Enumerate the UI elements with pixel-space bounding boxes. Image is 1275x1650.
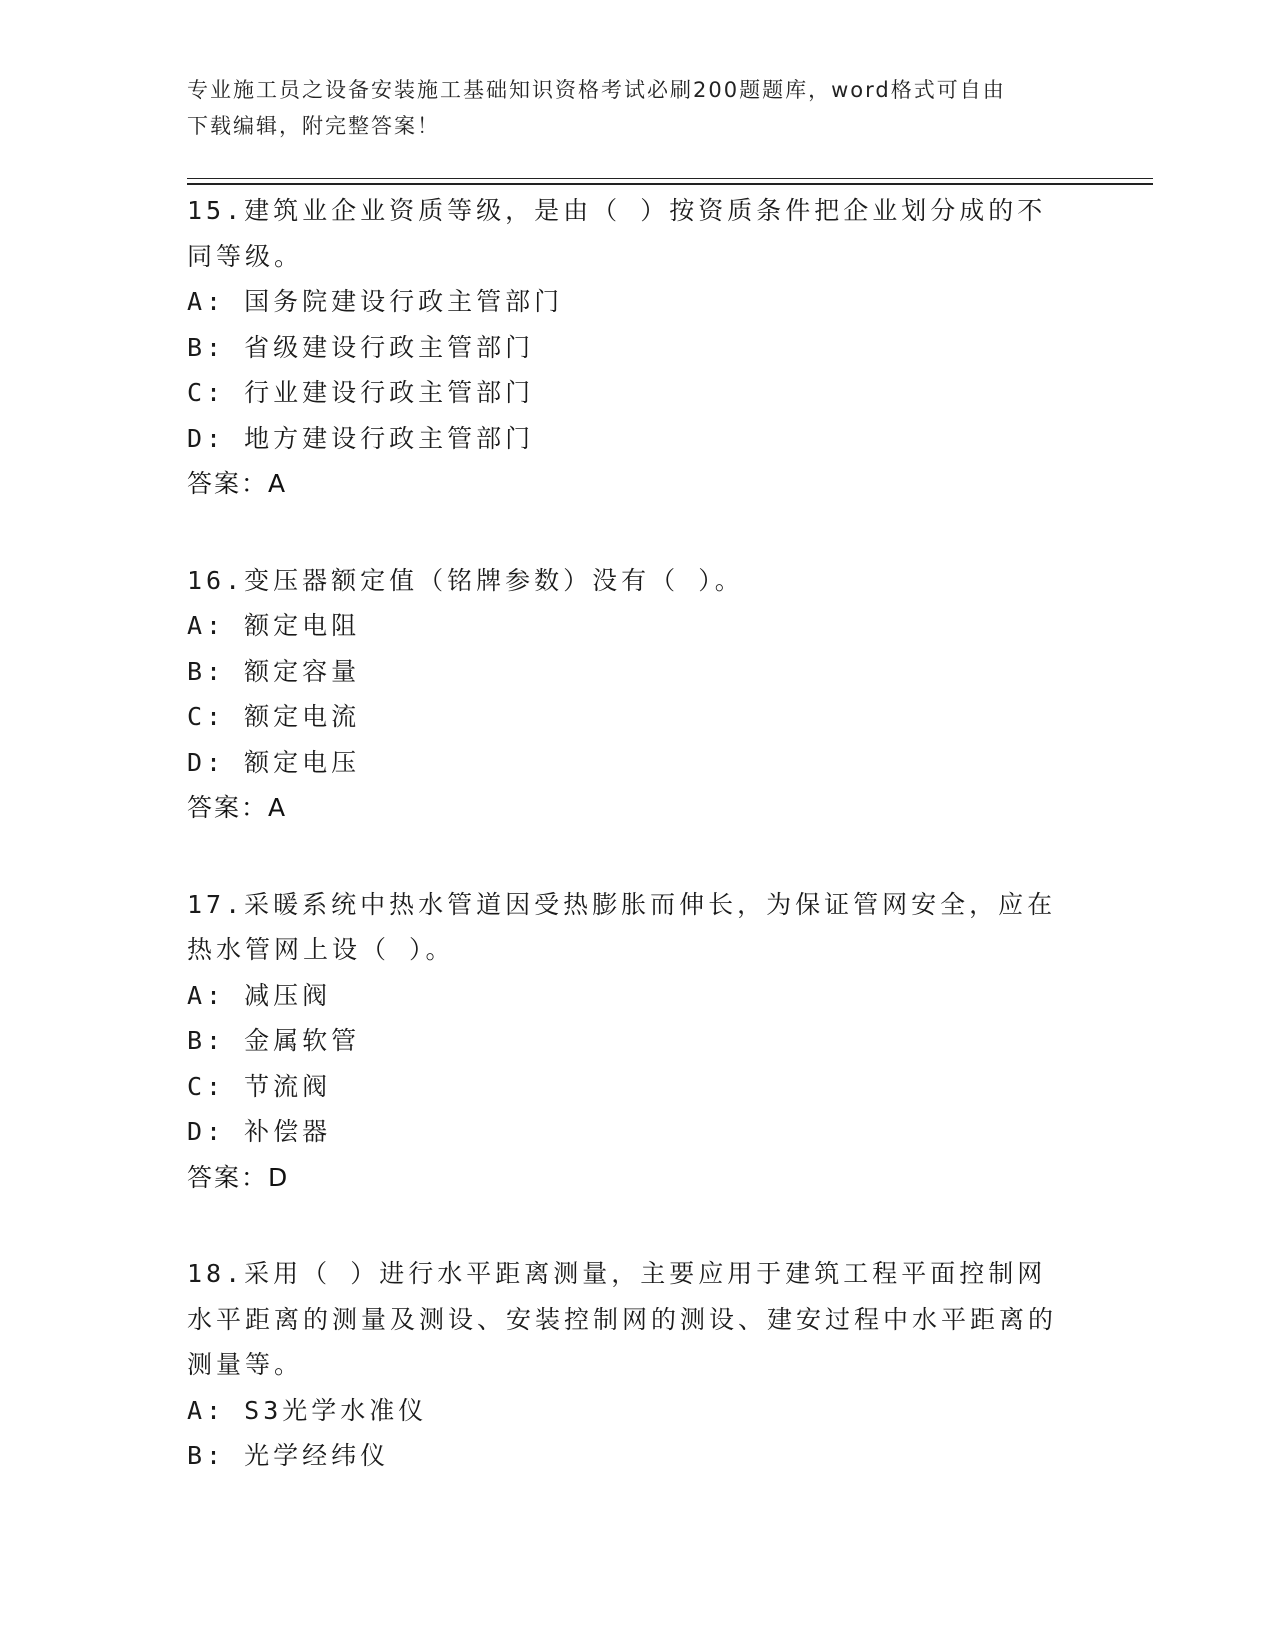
option-a: A: 国务院建设行政主管部门 (187, 287, 564, 316)
option-b: B: 光学经纬仪 (187, 1441, 390, 1470)
header-title-line-1: 专业施工员之设备安装施工基础知识资格考试必刷200题题库，word格式可自由 (187, 78, 1006, 102)
question-stem: 17.采暖系统中热水管道因受热膨胀而伸长，为保证管网安全，应在热水管网上设（ ）。 (187, 889, 1057, 964)
question-16 (187, 558, 1087, 831)
question-stem: 16.变压器额定值（铭牌参数）没有（ ）。 (187, 565, 744, 595)
option-c: C: 行业建设行政主管部门 (187, 378, 535, 407)
option-a: A: S3光学水准仪 (187, 1395, 428, 1425)
document-header (187, 72, 1067, 144)
option-a: A: 减压阀 (187, 980, 332, 1010)
question-list (187, 188, 1087, 1530)
header-title-line-2: 下载编辑，附完整答案！ (187, 114, 440, 138)
option-d: D: 额定电压 (187, 747, 361, 777)
option-b: B: 额定容量 (187, 656, 361, 686)
header-divider-thick (187, 183, 1153, 185)
option-b: B: 省级建设行政主管部门 (187, 332, 535, 362)
option-d: D: 补偿器 (187, 1117, 332, 1146)
header-divider-thin (187, 178, 1153, 179)
answer-line: 答案：D (187, 1162, 290, 1192)
option-b: B: 金属软管 (187, 1026, 361, 1055)
option-c: C: 节流阀 (187, 1071, 332, 1101)
option-d: D: 地方建设行政主管部门 (187, 423, 535, 453)
answer-line: 答案：A (187, 793, 288, 822)
answer-line: 答案：A (187, 469, 288, 498)
option-c: C: 额定电流 (187, 702, 361, 731)
question-17 (187, 882, 1087, 1201)
question-stem: 18.采用（ ）进行水平距离测量，主要应用于建筑工程平面控制网水平距离的测量及测设、安装控制网的测设、建安过程中水平距离的测量等。 (187, 1259, 1058, 1379)
option-a: A: 额定电阻 (187, 611, 361, 640)
question-stem: 15.建筑业企业资质等级，是由（ ）按资质条件把企业划分成的不同等级。 (187, 196, 1047, 271)
question-18 (187, 1251, 1087, 1479)
question-15 (187, 188, 1087, 507)
